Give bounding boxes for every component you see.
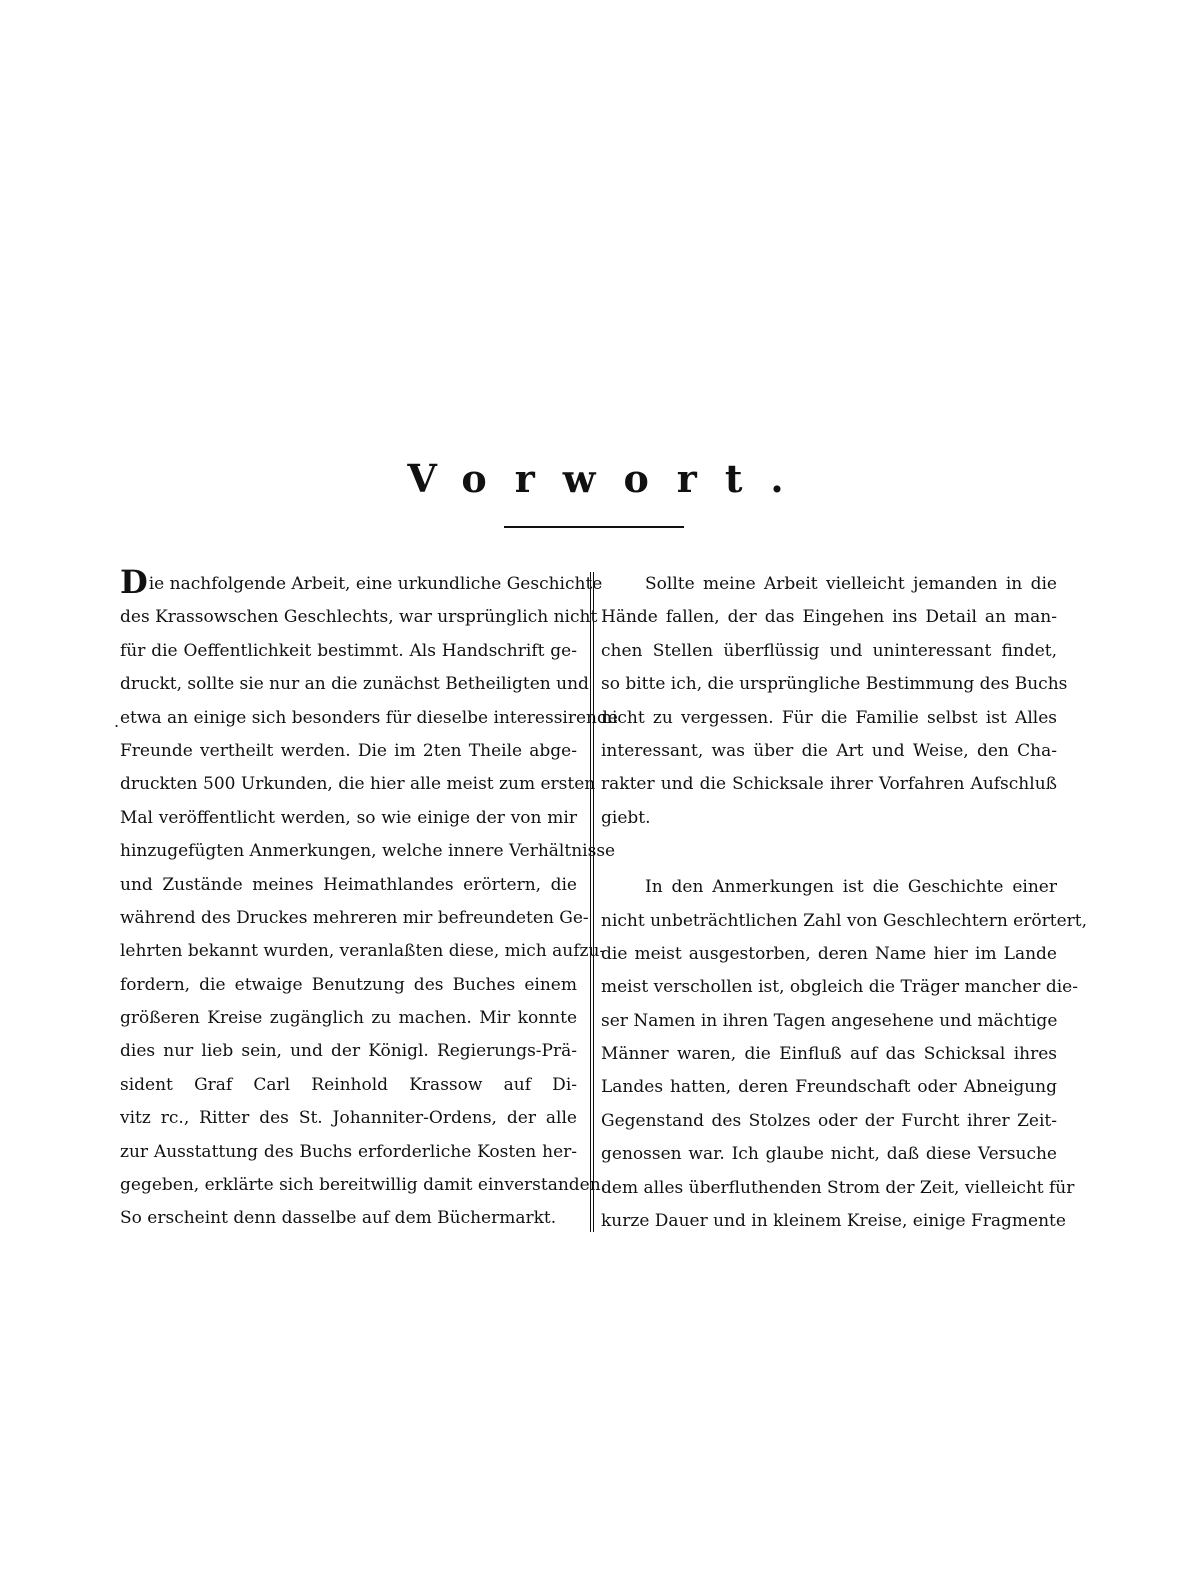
text-line: größeren Kreise zugänglich zu machen. Mir konnte (120, 1008, 577, 1029)
text-line: Freunde vertheilt werden. Die im 2ten Theile abge- (120, 740, 577, 761)
text-line: interessant, was über die Art und Weise, den Cha- (601, 740, 1057, 761)
text-line: Die nachfolgende Arbeit, eine urkundliche Geschichte (120, 563, 603, 601)
right-column (601, 568, 1087, 1238)
text-line: sident Graf Carl Reinhold Krassow auf Di- (120, 1074, 577, 1095)
page-title: Vorwort. (407, 456, 812, 501)
text-line: so bitte ich, die ursprüngliche Bestimmung des Buchs (601, 674, 1068, 695)
text-line: kurze Dauer und in kleinem Kreise, einige Fragmente (601, 1211, 1066, 1232)
text-line: druckten 500 Urkunden, die hier alle meist zum ersten (120, 774, 596, 795)
text-line: die meist ausgestorben, deren Name hier im Lande (601, 943, 1057, 964)
text-line: dies nur lieb sein, und der Königl. Regierungs-Prä- (120, 1041, 577, 1062)
drop-cap: D (120, 563, 148, 601)
text-line: des Krassowschen Geschlechts, war ursprünglich nicht (120, 607, 598, 628)
text-line: druckt, sollte sie nur an die zunächst Betheiligten und (120, 674, 589, 695)
text-line: Mal veröffentlicht werden, so wie einige der von mir (120, 807, 577, 828)
text-line: genossen war. Ich glaube nicht, daß diese Versuche (601, 1144, 1057, 1165)
text-line: etwa an einige sich besonders für dieselbe interessirende (120, 707, 618, 728)
text-line: Landes hatten, deren Freundschaft oder Abneigung (601, 1077, 1057, 1098)
column-divider (590, 572, 594, 1232)
text-line: nicht unbeträchtlichen Zahl von Geschlechtern erörtert, (601, 910, 1087, 931)
text-line: dem alles überfluthenden Strom der Zeit, vielleicht für (601, 1177, 1075, 1198)
text-line: So erscheint denn dasselbe auf dem Büchermarkt. (120, 1208, 557, 1229)
text-line: In den Anmerkungen ist die Geschichte einer (645, 877, 1057, 898)
text-line: zur Ausstattung des Buchs erforderliche Kosten her- (120, 1141, 577, 1162)
text-line: und Zustände meines Heimathlandes erörtern, die (120, 874, 577, 895)
text-line: Männer waren, die Einfluß auf das Schicksal ihres (601, 1044, 1057, 1065)
text-line: Gegenstand des Stolzes oder der Furcht ihrer Zeit- (601, 1110, 1057, 1131)
text-line: während des Druckes mehreren mir befreundeten Ge- (120, 907, 589, 928)
text-line: hinzugefügten Anmerkungen, welche innere Verhältnisse (120, 841, 616, 862)
left-column (120, 563, 618, 1236)
text-line: Sollte meine Arbeit vielleicht jemanden in die (645, 574, 1057, 594)
text-line: Hände fallen, der das Eingehen ins Detail an man- (601, 607, 1057, 628)
text-line: lehrten bekannt wurden, veranlaßten diese, mich aufzu- (120, 941, 606, 962)
paragraph-gap (601, 835, 1057, 871)
text-line: rakter und die Schicksale ihrer Vorfahren Aufschluß (601, 774, 1057, 795)
text-line: meist verschollen ist, obgleich die Träger mancher die- (601, 977, 1078, 998)
text-line: chen Stellen überflüssig und uninteressant findet, (601, 640, 1057, 661)
text-line: vitz rc., Ritter des St. Johanniter-Ordens, der alle (120, 1108, 577, 1129)
text-line: für die Oeffentlichkeit bestimmt. Als Handschrift ge- (120, 640, 577, 661)
title-rule (504, 526, 684, 528)
text-line: ser Namen in ihren Tagen angesehene und mächtige (601, 1010, 1058, 1031)
text-line: gegeben, erklärte sich bereitwillig damit einverstanden. (120, 1175, 607, 1196)
text-line: nicht zu vergessen. Für die Familie selbst ist Alles (601, 707, 1057, 728)
text-line: fordern, die etwaige Benutzung des Buches einem (120, 974, 577, 995)
margin-mark: . (114, 712, 120, 731)
text-line: giebt. (601, 807, 651, 828)
